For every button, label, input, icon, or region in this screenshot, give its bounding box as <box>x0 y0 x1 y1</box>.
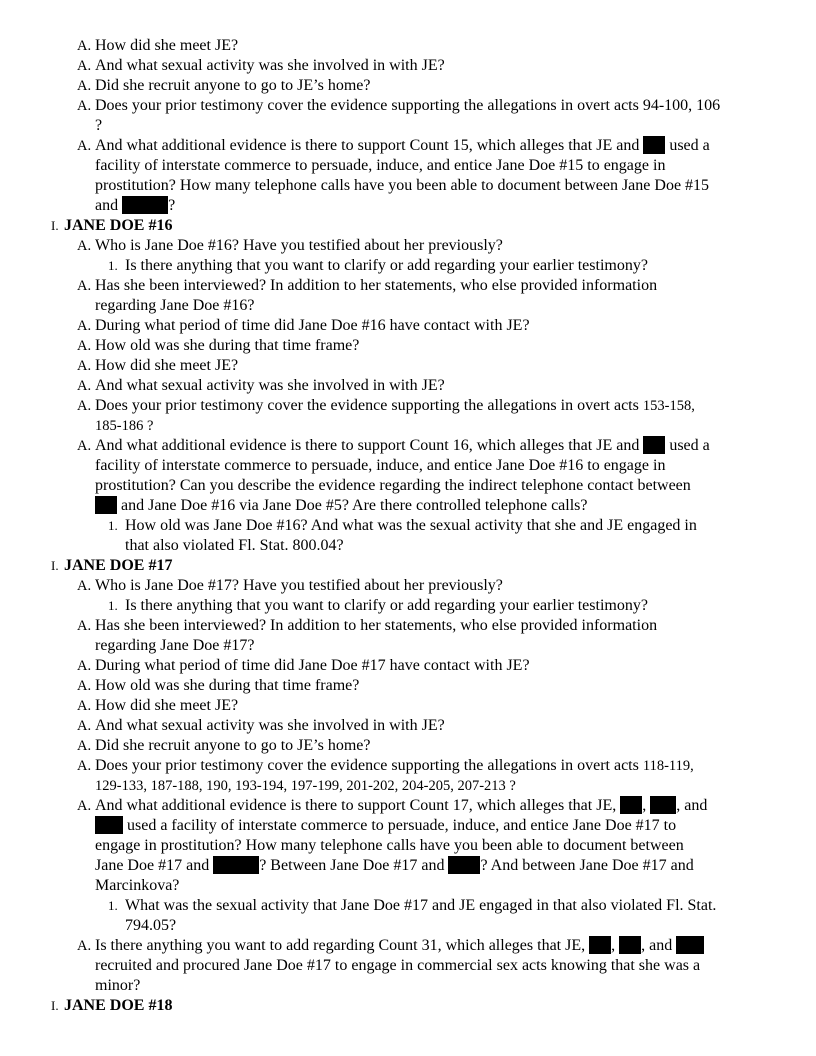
question-text: used a facility of interstate commerce to persuade, induce, and entice Jane Doe #17 to <box>127 817 677 834</box>
list-item <box>51 616 776 656</box>
list-item <box>51 236 776 256</box>
item-marker: A. <box>77 798 92 814</box>
question-text: And what additional evidence is there to support Count 15, which alleges that JE and <box>95 137 640 154</box>
sub-item <box>51 256 776 276</box>
section-marker: I. <box>51 218 59 233</box>
item-marker: A. <box>77 58 92 74</box>
redaction-box <box>643 136 665 154</box>
question-text: Does your prior testimony cover the evidence supporting the allegations in overt acts <box>95 757 639 774</box>
section-heading <box>51 556 776 576</box>
question-text: Does your prior testimony cover the evidence supporting the allegations in overt acts 94-100, 106 <box>95 97 721 114</box>
question-text: ? <box>168 197 176 214</box>
question-text: engage in prostitution? How many telephone calls have you been able to document between <box>95 837 684 854</box>
question-text: used a <box>669 137 710 154</box>
list-item <box>51 136 776 216</box>
item-marker: A. <box>77 658 92 674</box>
list-item <box>51 436 776 516</box>
section-title: JANE DOE #18 <box>64 997 173 1014</box>
question-text: How did she meet JE? <box>95 37 239 54</box>
list-item <box>51 936 776 996</box>
question-text: Who is Jane Doe #17? Have you testified about her previously? <box>95 577 503 594</box>
list-item <box>51 736 776 756</box>
question-text: What was the sexual activity that Jane Doe #17 and JE engaged in that also violated Fl. Stat. <box>125 897 717 914</box>
item-marker: A. <box>77 698 92 714</box>
question-text: Marcinkova? <box>95 877 180 894</box>
item-marker: A. <box>77 578 92 594</box>
section-marker: I. <box>51 558 59 573</box>
overt-acts-list: 118-119, <box>642 758 694 774</box>
question-text: And what additional evidence is there to support Count 17, which alleges that JE, <box>95 797 617 814</box>
sub-item <box>51 516 776 556</box>
redaction-box <box>213 856 259 874</box>
item-marker: A. <box>77 78 92 94</box>
list-item <box>51 796 776 896</box>
list-item <box>51 716 776 736</box>
question-text: During what period of time did Jane Doe #16 have contact with JE? <box>95 317 530 334</box>
item-marker: A. <box>77 618 92 634</box>
item-marker: A. <box>77 338 92 354</box>
question-text: ? And between Jane Doe #17 and <box>480 857 694 874</box>
redaction-box <box>95 496 117 514</box>
item-marker: A. <box>77 738 92 754</box>
redaction-box <box>676 936 704 954</box>
question-text: Is there anything you want to add regarding Count 31, which alleges that JE, <box>95 937 586 954</box>
punctuation: , <box>642 797 647 814</box>
question-text: How old was Jane Doe #16? And what was the sexual activity that she and JE engaged in <box>125 517 697 534</box>
punctuation: , and <box>676 797 708 814</box>
list-item <box>51 656 776 676</box>
section-title: JANE DOE #16 <box>64 217 173 234</box>
question-text: Has she been interviewed? In addition to her statements, who else provided information <box>95 277 658 294</box>
list-item <box>51 376 776 396</box>
punctuation: , <box>611 937 616 954</box>
sub-marker: 1. <box>108 258 118 273</box>
redaction-box <box>650 796 676 814</box>
question-text: During what period of time did Jane Doe #17 have contact with JE? <box>95 657 530 674</box>
section-title: JANE DOE #17 <box>64 557 173 574</box>
redaction-box <box>122 196 168 214</box>
list-item <box>51 76 776 96</box>
list-item <box>51 356 776 376</box>
redaction-box <box>448 856 480 874</box>
question-text: minor? <box>95 977 141 994</box>
question-text: And what sexual activity was she involved in with JE? <box>95 57 445 74</box>
question-text: that also violated Fl. Stat. 800.04? <box>125 537 344 554</box>
item-marker: A. <box>77 358 92 374</box>
list-item <box>51 336 776 356</box>
list-item <box>51 276 776 316</box>
section-heading <box>51 216 776 236</box>
question-text: How did she meet JE? <box>95 697 239 714</box>
item-marker: A. <box>77 318 92 334</box>
list-item <box>51 576 776 596</box>
question-text: prostitution? How many telephone calls have you been able to document between Jane Doe #15 <box>95 177 710 194</box>
item-marker: A. <box>77 378 92 394</box>
overt-acts-list: 129-133, 187-188, 190, 193-194, 197-199, 201-202, 204-205, 207-213 ? <box>95 778 516 794</box>
item-marker: A. <box>77 718 92 734</box>
question-text: facility of interstate commerce to persuade, induce, and entice Jane Doe #16 to engage in <box>95 457 666 474</box>
list-item <box>51 56 776 76</box>
question-text: Did she recruit anyone to go to JE’s home? <box>95 737 371 754</box>
question-text: Is there anything that you want to clarify or add regarding your earlier testimony? <box>125 597 648 614</box>
question-text: And what sexual activity was she involved in with JE? <box>95 717 445 734</box>
question-text: Jane Doe #17 and <box>95 857 210 874</box>
question-text: 794.05? <box>125 917 177 934</box>
sub-item <box>51 596 776 616</box>
question-text: and Jane Doe #16 via Jane Doe #5? Are there controlled telephone calls? <box>121 497 588 514</box>
question-text: ? <box>95 117 103 134</box>
redaction-box <box>643 436 665 454</box>
question-text: and <box>95 197 119 214</box>
question-text: Has she been interviewed? In addition to her statements, who else provided information <box>95 617 658 634</box>
question-text: How did she meet JE? <box>95 357 239 374</box>
sub-marker: 1. <box>108 518 118 533</box>
item-marker: A. <box>77 278 92 294</box>
list-item <box>51 36 776 56</box>
question-text: regarding Jane Doe #16? <box>95 297 255 314</box>
sub-marker: 1. <box>108 598 118 613</box>
question-text: used a <box>669 437 710 454</box>
question-text: ? Between Jane Doe #17 and <box>259 857 445 874</box>
item-marker: A. <box>77 138 92 154</box>
section-marker: I. <box>51 998 59 1013</box>
redaction-box <box>95 816 123 834</box>
item-marker: A. <box>77 398 92 414</box>
redaction-box <box>589 936 611 954</box>
item-marker: A. <box>77 758 92 774</box>
sub-item <box>51 896 776 936</box>
question-text: How old was she during that time frame? <box>95 677 360 694</box>
question-text: Is there anything that you want to clarify or add regarding your earlier testimony? <box>125 257 648 274</box>
item-marker: A. <box>77 938 92 954</box>
item-marker: A. <box>77 438 92 454</box>
question-text: And what sexual activity was she involved in with JE? <box>95 377 445 394</box>
list-item <box>51 396 776 436</box>
question-text: facility of interstate commerce to persuade, induce, and entice Jane Doe #15 to engage in <box>95 157 666 174</box>
item-marker: A. <box>77 98 92 114</box>
item-marker: A. <box>77 238 92 254</box>
question-text: How old was she during that time frame? <box>95 337 360 354</box>
question-text: recruited and procured Jane Doe #17 to engage in commercial sex acts knowing that she was a <box>95 957 701 974</box>
question-text: Did she recruit anyone to go to JE’s home? <box>95 77 371 94</box>
question-text: Who is Jane Doe #16? Have you testified about her previously? <box>95 237 503 254</box>
list-item <box>51 696 776 716</box>
list-item <box>51 756 776 796</box>
item-marker: A. <box>77 38 92 54</box>
list-item <box>51 316 776 336</box>
overt-acts-list: 153-158, <box>642 398 695 414</box>
redaction-box <box>619 936 641 954</box>
sub-marker: 1. <box>108 898 118 913</box>
list-item <box>51 676 776 696</box>
section-heading <box>51 996 776 1016</box>
question-text: Does your prior testimony cover the evidence supporting the allegations in overt acts <box>95 397 639 414</box>
item-marker: A. <box>77 678 92 694</box>
question-text: regarding Jane Doe #17? <box>95 637 255 654</box>
redaction-box <box>620 796 642 814</box>
question-text: prostitution? Can you describe the evidence regarding the indirect telephone contact between <box>95 477 691 494</box>
overt-acts-list: 185-186 ? <box>95 418 154 434</box>
punctuation: , and <box>641 937 673 954</box>
question-text: And what additional evidence is there to support Count 16, which alleges that JE and <box>95 437 640 454</box>
list-item <box>51 96 776 136</box>
